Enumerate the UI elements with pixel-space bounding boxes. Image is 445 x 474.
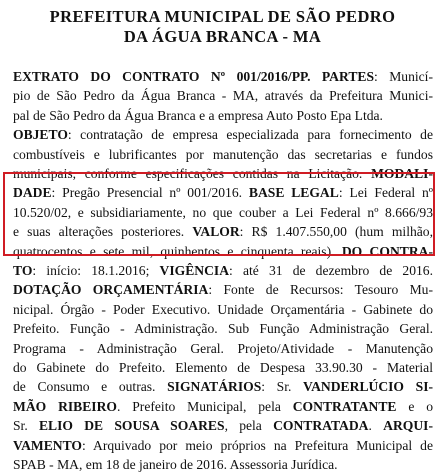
header-title-line2: DA ÁGUA BRANCA - MA xyxy=(123,27,322,46)
bold-text-segment: VAMENTO xyxy=(13,437,82,453)
text-segment: Prefeito. Função - Administração. Sub Função Administração Geral. xyxy=(13,321,433,337)
text-line xyxy=(13,398,433,416)
text-line xyxy=(13,437,433,455)
text-segment: pal de São Pedro da Água Branca e a empresa Auto Posto Epa Ltda. xyxy=(13,107,383,123)
text-line xyxy=(13,456,433,474)
bold-text-segment: OBJETO xyxy=(13,127,68,143)
text-segment: : Fonte de Recursos: Tesouro Mu- xyxy=(208,282,433,298)
bold-text-segment: EXTRATO DO CONTRATO Nº 001/2016/PP. PARTES xyxy=(13,69,375,84)
bold-text-segment: CONTRATANTE xyxy=(292,398,397,414)
bold-text-segment: MÃO RIBEIRO xyxy=(13,398,117,414)
bold-text-segment: BASE LEGAL xyxy=(248,185,339,201)
text-segment: : Sr. xyxy=(261,379,304,395)
text-line xyxy=(13,262,433,280)
text-line xyxy=(13,281,433,299)
text-line xyxy=(13,68,433,86)
bold-text-segment: VALOR xyxy=(192,224,240,240)
bold-text-segment: MODALI- xyxy=(371,166,433,181)
text-line xyxy=(13,378,433,396)
text-segment: quatrocentos e sete mil, quinhentos e cinquenta reais). xyxy=(13,243,342,259)
text-line xyxy=(13,301,433,319)
text-segment: : Arquivado por meio próprios na Prefeitura Municipal de xyxy=(82,437,433,453)
text-segment: e o xyxy=(396,398,433,414)
text-segment: : Lei Federal nº xyxy=(338,185,433,201)
text-segment: combustíveis e lubrificantes por manutenção das secretarias e fundos xyxy=(13,146,433,162)
text-segment: SPAB - MA, em 18 de janeiro de 2016. Assessoria Jurídica. xyxy=(13,457,338,472)
highlight-box xyxy=(3,172,435,256)
bold-text-segment: VANDERLÚCIO SI- xyxy=(303,379,433,395)
bold-text-segment: ARQUI- xyxy=(383,418,433,434)
text-segment: , pela xyxy=(224,418,274,434)
text-segment: e suas alterações posteriores. xyxy=(13,224,193,240)
text-segment: : Pregão Presencial nº 001/2016. xyxy=(51,185,249,201)
text-segment: . Prefeito Municipal, pela xyxy=(117,398,293,414)
bold-text-segment: DOTAÇÃO ORÇAMENTÁRIA xyxy=(13,282,209,298)
text-segment: do Gabinete do Prefeito. Elemento de Despesa 33.90.30 - Material xyxy=(13,360,433,375)
bold-text-segment: VIGÊNCIA xyxy=(159,263,230,278)
text-line xyxy=(13,359,433,377)
bold-text-segment: SIGNATÁRIOS xyxy=(167,379,262,395)
text-segment: . xyxy=(368,418,384,434)
text-line xyxy=(13,417,433,435)
text-segment: Sr. xyxy=(13,418,39,434)
bold-text-segment: TO xyxy=(13,263,33,278)
text-segment: : até 31 de dezembro de 2016. xyxy=(229,263,433,278)
text-line xyxy=(13,126,433,144)
text-segment: pio de São Pedro da Água Branca - MA, através da Prefeitura Munici- xyxy=(13,88,433,104)
text-line xyxy=(13,146,433,164)
bold-text-segment: DO CONTRA- xyxy=(341,243,433,259)
text-segment: : início: 18.1.2016; xyxy=(32,263,160,278)
text-line xyxy=(13,340,433,358)
text-segment: Programa - Administração Geral. Projeto/Atividade - Manutenção xyxy=(13,340,433,356)
text-line xyxy=(13,107,433,125)
text-segment: nicipal. Órgão - Poder Executivo. Unidade Orçamentária - Gabinete do xyxy=(13,301,433,317)
bold-text-segment: CONTRATADA xyxy=(273,418,369,434)
text-segment: : Municí- xyxy=(374,69,433,84)
text-segment: 10.520/02, e subsidiariamente, no que couber a Lei Federal nº 8.666/93 xyxy=(13,204,433,220)
bold-text-segment: ELIO DE SOUSA SOARES xyxy=(38,418,225,434)
text-line xyxy=(13,320,433,338)
header-title-line1: PREFEITURA MUNICIPAL DE SÃO PEDRO xyxy=(49,7,396,26)
text-segment: de Consumo e outras. xyxy=(13,379,168,395)
text-segment: : contratação de empresa especializada para fornecimento de xyxy=(67,127,433,143)
text-segment: : R$ 1.407.550,00 (hum milhão, xyxy=(239,224,433,240)
text-segment: municipais, conforme especificações contidas na Licitação. xyxy=(13,166,372,181)
text-line xyxy=(13,87,433,105)
bold-text-segment: DADE xyxy=(13,185,52,201)
